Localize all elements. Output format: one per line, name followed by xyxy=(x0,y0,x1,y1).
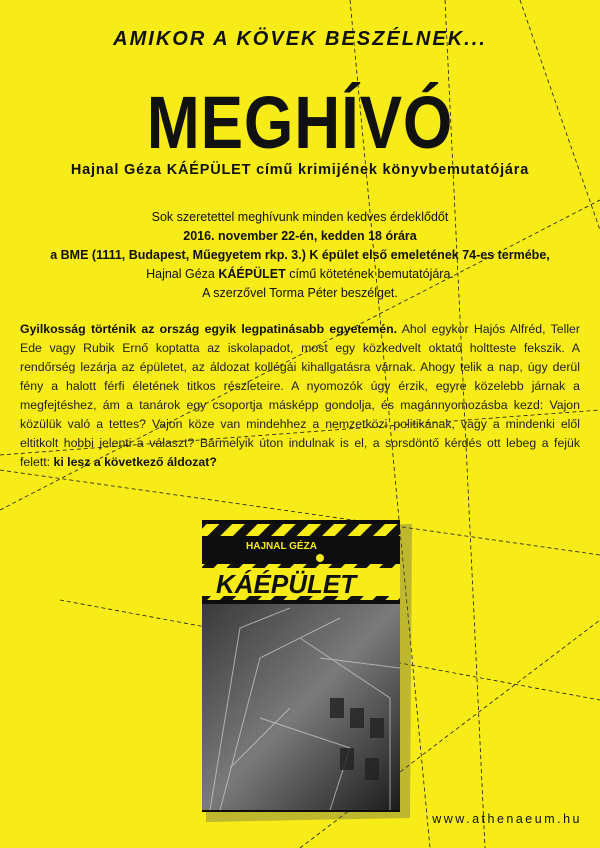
invitation-date: 2016. november 22-én, kedden 18 órára xyxy=(183,229,417,243)
subtitle xyxy=(0,162,600,178)
invitation-book-title: KÁÉPÜLET xyxy=(218,267,286,281)
invitation-location: a BME (1111, Budapest, Műegyetem rkp. 3.) K épület első emeletének 74-es termébe, xyxy=(50,248,550,262)
website-url[interactable]: www.athenaeum.hu xyxy=(432,812,582,826)
invitation-text xyxy=(40,208,560,303)
subtitle-rest: című krimijének könyvbemutatójára xyxy=(251,162,530,178)
subtitle-author: Hajnal Géza xyxy=(70,162,167,178)
book-cover-title: KÁÉPÜLET xyxy=(216,569,357,599)
description-body: Ahol egykor Hajós Alfréd, Teller Ede vagy Rubik Ernő koptatta az iskolapadot, most egy közkedvelt oktató holtteste fekszik. A rendőrség lezárja az épületet, az áldozat kollégái kihallgatásra várnak. Ahogy telik a nap, úgy derül fény a halott férfi életének titkos részleteire. A nyomozók úgy érzik, egyre közelebb járnak a megfejtéshez, ám a tanárok egy csoportja másképp gondolja, és magánnyomozásba kezd: Vajon közülük való a tettes? Vajon köze van mindehhez a nemzetközi politikának, vagy a mindenki elől eltitkolt hobbi jelenti a választ? Bármelyik úton indulnak is el, a sorsdöntő kérdés ott lebeg a fejük felett: xyxy=(20,322,580,469)
book-cover-image xyxy=(200,518,412,822)
book-description xyxy=(20,320,580,472)
book-cover-author: HAJNAL GÉZA xyxy=(246,541,317,552)
invitation-line-5: A szerzővel Torma Péter beszélget. xyxy=(202,286,398,300)
page-title: MEGHÍVÓ xyxy=(146,81,454,164)
description-ending: ki lesz a következő áldozat? xyxy=(53,455,217,469)
invitation-line-4 xyxy=(40,265,560,284)
invitation-author: Hajnal Géza xyxy=(146,267,219,281)
invitation-line-1: Sok szeretettel meghívunk minden kedves érdeklődőt xyxy=(151,210,449,224)
tagline: AMIKOR A KÖVEK BESZÉLNEK... xyxy=(113,28,487,50)
invitation-line-4-rest: című kötetének bemutatójára. xyxy=(285,267,454,281)
subtitle-book-title: KÁÉPÜLET xyxy=(166,162,252,178)
description-lead: Gyilkosság történik az ország egyik legpatinásabb egyetemén. xyxy=(20,322,398,336)
